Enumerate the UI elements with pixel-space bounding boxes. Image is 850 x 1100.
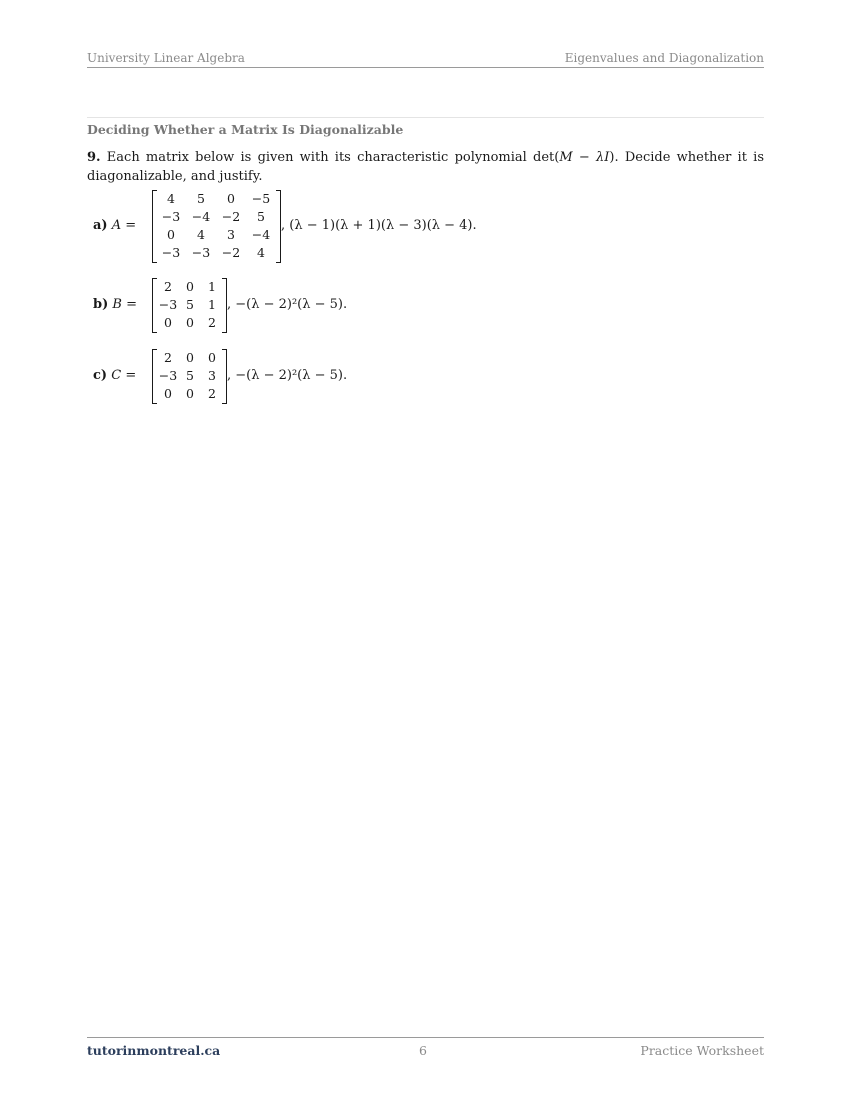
matrix-a-entry: 0	[227, 191, 235, 206]
matrix-b-entry: −3	[158, 297, 178, 312]
matrix-b-entry: 1	[208, 297, 216, 312]
matrix-a	[152, 190, 281, 263]
matrix-c-entry: 3	[208, 368, 216, 383]
matrix-a-entry: −3	[161, 245, 181, 260]
matrix-c-row-1	[157, 349, 223, 367]
matrix-a-entry: −5	[251, 191, 271, 206]
matrix-a-entries	[156, 190, 276, 262]
part-b-matrix-name: B	[112, 297, 122, 312]
matrix-a-entry: −2	[221, 245, 241, 260]
problem-text-m: M	[559, 150, 573, 165]
matrix-c	[152, 349, 227, 404]
matrix-b-entries	[157, 278, 223, 332]
section-divider	[87, 117, 764, 118]
matrix-c-row-2	[157, 367, 223, 385]
part-c-equals: =	[125, 368, 137, 383]
footer-website-link[interactable]: tutorinmontreal.ca	[87, 1043, 221, 1058]
part-c-polynomial: , −(λ − 2)²(λ − 5).	[227, 368, 348, 383]
part-b-label	[93, 297, 137, 312]
matrix-b-entry: 2	[208, 315, 216, 330]
footer-divider	[87, 1037, 764, 1038]
matrix-a-row-4	[156, 244, 276, 262]
matrix-c-entry: 0	[164, 386, 172, 401]
problem-statement	[87, 148, 764, 186]
matrix-a-row-2	[156, 208, 276, 226]
problem-text-1: Each matrix below is given with its characteristic polynomial det(	[100, 150, 560, 165]
part-b-polynomial: , −(λ − 2)²(λ − 5).	[227, 297, 348, 312]
matrix-a-entry: 4	[257, 245, 265, 260]
matrix-b	[152, 278, 227, 333]
problem-text-3: ). Decide whether it is diagonalizable, and justify.	[87, 150, 764, 184]
header-course-title: University Linear Algebra	[87, 51, 245, 65]
matrix-a-row-3	[156, 226, 276, 244]
part-a-matrix-name: A	[111, 218, 122, 233]
matrix-a-entry: 5	[197, 191, 205, 206]
matrix-b-entry: 1	[208, 279, 216, 294]
matrix-b-entry: 0	[164, 315, 172, 330]
header-divider	[87, 67, 764, 68]
matrix-a-entry: 4	[167, 191, 175, 206]
part-a-equals: =	[125, 218, 137, 233]
matrix-b-entry: 0	[186, 315, 194, 330]
matrix-a-entry: 0	[167, 227, 175, 242]
matrix-b-entry: 0	[186, 279, 194, 294]
part-a-label	[93, 218, 136, 233]
matrix-b-entry: 5	[186, 297, 194, 312]
matrix-c-row-3	[157, 385, 223, 403]
part-c-label	[93, 368, 136, 383]
page-number: 6	[419, 1043, 427, 1058]
part-b-letter: b)	[93, 297, 109, 312]
footer-document-type: Practice Worksheet	[640, 1043, 764, 1058]
header-chapter-title: Eigenvalues and Diagonalization	[564, 51, 764, 65]
matrix-c-entry: 0	[186, 386, 194, 401]
matrix-b-row-2	[157, 296, 223, 314]
matrix-a-entry: −4	[191, 209, 211, 224]
matrix-a-entry: 4	[197, 227, 205, 242]
matrix-a-entry: −4	[251, 227, 271, 242]
matrix-a-row-1	[156, 190, 276, 208]
matrix-a-entry: −3	[191, 245, 211, 260]
problem-number: 9.	[87, 150, 101, 165]
matrix-b-row-3	[157, 314, 223, 332]
part-b-equals: =	[126, 297, 137, 312]
matrix-a-entry: 3	[227, 227, 235, 242]
part-c-matrix-name: C	[111, 368, 122, 383]
problem-text-lambda-i: λI	[596, 150, 610, 165]
matrix-b-entry: 2	[164, 279, 172, 294]
part-c-letter: c)	[93, 368, 108, 383]
matrix-a-entry: 5	[257, 209, 265, 224]
matrix-c-entry: −3	[158, 368, 178, 383]
problem-text-2: −	[572, 150, 597, 165]
section-title: Deciding Whether a Matrix Is Diagonalizable	[87, 122, 404, 137]
part-a-polynomial: , (λ − 1)(λ + 1)(λ − 3)(λ − 4).	[281, 218, 477, 233]
matrix-c-entry: 2	[208, 386, 216, 401]
matrix-b-row-1	[157, 278, 223, 296]
matrix-c-entry: 5	[186, 368, 194, 383]
matrix-a-entry: −3	[161, 209, 181, 224]
matrix-c-entry: 0	[186, 350, 194, 365]
part-a-letter: a)	[93, 218, 108, 233]
matrix-c-entries	[157, 349, 223, 403]
matrix-c-entry: 0	[208, 350, 216, 365]
matrix-c-entry: 2	[164, 350, 172, 365]
matrix-a-entry: −2	[221, 209, 241, 224]
